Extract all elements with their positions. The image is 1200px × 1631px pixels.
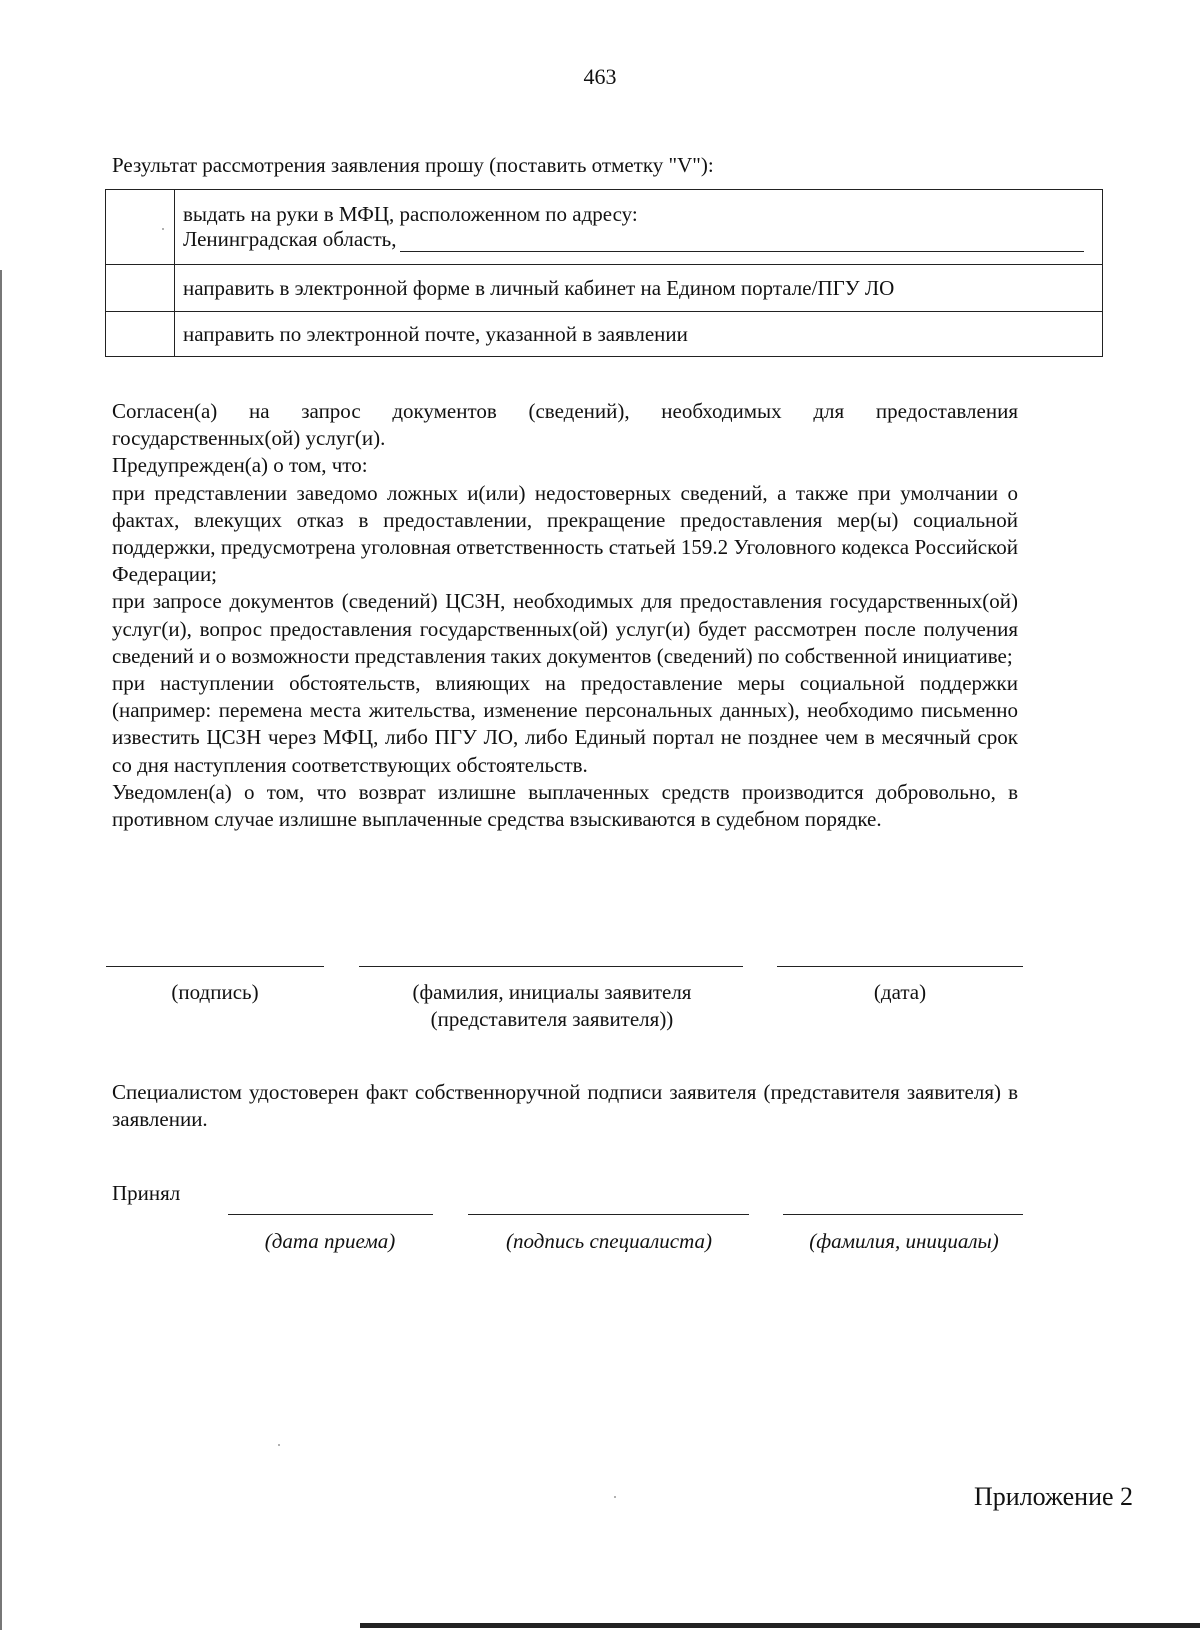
notice-paragraph: Уведомлен(а) о том, что возврат излишне выплаченных средств производится добровольно, в противном случае излишне выплаченные средства взыскиваются в судебном порядке. <box>112 779 1018 832</box>
accepted-by-label: Принял <box>112 1181 181 1205</box>
choice-text-portal: направить в электронной форме в личный кабинет на Едином портале/ПГУ ЛО <box>175 265 1103 312</box>
acceptance-date-line[interactable] <box>228 1214 433 1215</box>
choice-mark-cell-mfc[interactable] <box>106 190 175 265</box>
choice-mark-cell-email[interactable] <box>106 312 175 357</box>
address-region-label: Ленинградская область, <box>183 227 397 251</box>
warning-paragraph: при запросе документов (сведений) ЦСЗН, необходимых для предоставления государственных(ой) услуг(и), вопрос предоставления государственных(ой) услуг(и) будет рассмотрен после получения сведений и о возможности представления таких документов (сведений) по собственной инициативе; <box>112 589 1018 668</box>
choice-row-portal <box>106 265 1103 312</box>
scan-edge-left <box>0 270 2 1630</box>
specialist-signature-label: (подпись специалиста) <box>505 1229 712 1253</box>
applicant-date-line[interactable] <box>777 966 1023 967</box>
scan-edge-bottom <box>360 1623 1200 1628</box>
choice-text-mfc: выдать на руки в МФЦ, расположенном по адресу: <box>183 202 638 226</box>
applicant-name-label-line2: (представителя заявителя)) <box>430 1007 674 1031</box>
specialist-name-label: (фамилия, инициалы) <box>809 1229 999 1253</box>
specialist-name-line[interactable] <box>783 1214 1023 1215</box>
address-fill-line[interactable] <box>400 233 1084 252</box>
applicant-name-label-line1: (фамилия, инициалы заявителя <box>412 980 692 1004</box>
result-choice-table <box>105 189 1103 357</box>
choice-text-email: направить по электронной почте, указанной в заявлении <box>175 312 1103 357</box>
warning-paragraph: при представлении заведомо ложных и(или) недостоверных сведений, а также при умолчании о фактах, влекущих отказ в предоставлении, прекращение предоставления мер(ы) социальной поддержки, предусмотрена уголовная ответственность статьей 159.2 Уголовного кодекса Российской Федерации; <box>112 480 1018 587</box>
specialist-signature-line[interactable] <box>468 1214 749 1215</box>
applicant-name-line[interactable] <box>359 966 743 967</box>
result-choice-caption: Результат рассмотрения заявления прошу (поставить отметку "V"): <box>112 153 714 177</box>
appendix-label: Приложение 2 <box>974 1482 1134 1511</box>
choice-mark-cell-portal[interactable] <box>106 265 175 312</box>
choice-row-mfc <box>106 190 1103 265</box>
warning-intro: Предупрежден(а) о том, что: <box>112 453 368 478</box>
signature-certification-text: Специалистом удостоверен факт собственноручной подписи заявителя (представителя заявителя) в заявлении. <box>112 1080 1018 1131</box>
consent-paragraph: Согласен(а) на запрос документов (сведений), необходимых для предоставления государственных(ой) услуг(и). <box>112 399 1018 451</box>
applicant-date-label: (дата) <box>873 980 927 1004</box>
choice-text-cell-mfc <box>175 190 1103 265</box>
scan-speck <box>278 1444 280 1446</box>
choice-row-email <box>106 312 1103 357</box>
acceptance-date-label: (дата приема) <box>264 1229 396 1253</box>
page-number: 463 <box>583 64 617 89</box>
consent-text-block <box>112 398 1018 833</box>
applicant-signature-line[interactable] <box>106 966 324 967</box>
applicant-signature-label: (подпись) <box>171 980 259 1004</box>
scan-speck <box>614 1496 616 1498</box>
address-line-row <box>183 227 1094 252</box>
warning-paragraph: при наступлении обстоятельств, влияющих на предоставление меры социальной поддержки (например: перемена места жительства, изменение персональных данных), необходимо письменно известить ЦСЗН через МФЦ, либо ПГУ ЛО, либо Единый портал не позднее чем в месячный срок со дня наступления соответствующих обстоятельств. <box>112 671 1018 777</box>
